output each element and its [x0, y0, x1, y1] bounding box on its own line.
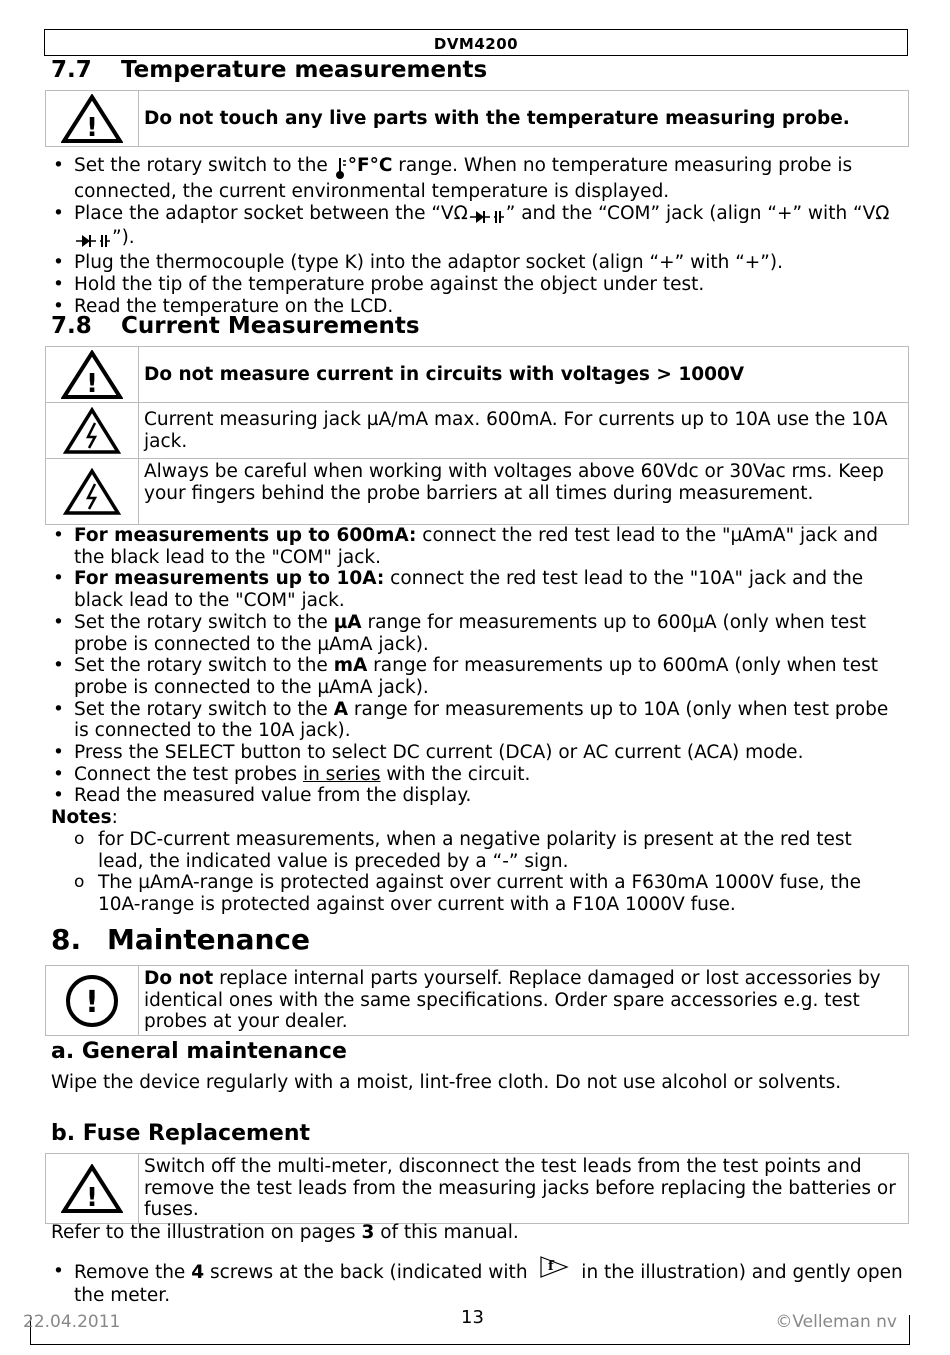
page-footer [23, 1307, 910, 1345]
section-number: 7.8 [51, 313, 92, 339]
warning-box-temperature [45, 90, 909, 147]
list-item: • Plug the thermocouple (type K) into the adaptor socket (align “+” with “+”). [48, 252, 908, 274]
temperature-steps [48, 155, 908, 317]
fuse-replacement-heading: b. Fuse Replacement [51, 1121, 311, 1146]
thermometer-icon [334, 157, 348, 181]
section-title: Current Measurements [121, 313, 420, 339]
general-maintenance-text: Wipe the device regularly with a moist, lint-free cloth. Do not use alcohol or solvents. [51, 1072, 842, 1093]
list-item: • Set the rotary switch to the A range for measurements up to 10A (only when test probe is connected to the 10A jack). [48, 699, 908, 742]
section-number: 8. [51, 923, 82, 956]
notice-text: Do not replace internal parts yourself. Replace damaged or lost accessories by identical ones with the same specifications. Order spare accessories e.g. test probes at your dealer. [139, 966, 909, 1036]
diode-capacitor-icon [74, 230, 112, 252]
list-item: • Read the temperature on the LCD. [48, 296, 908, 318]
page-number: 13 [461, 1307, 484, 1328]
high-voltage-icon [46, 403, 139, 459]
footer-copyright: ©Velleman nv [775, 1312, 897, 1332]
warning-triangle-icon [46, 91, 139, 147]
footer-date: 22.04.2011 [23, 1312, 121, 1332]
page-header [44, 29, 908, 56]
list-item: • Set the rotary switch to the µA range for measurements up to 600µA (only when test probe is connected to the µAmA jack). [48, 612, 908, 655]
list-item: • Hold the tip of the temperature probe against the object under test. [48, 274, 908, 296]
warning-text: Always be careful when working with voltages above 60Vdc or 30Vac rms. Keep your fingers behind the probe barriers at all times during measurement. [139, 459, 909, 525]
note-item: o for DC-current measurements, when a negative polarity is present at the red test lead, the indicated value is preceded by a “-” sign. [72, 829, 902, 872]
section-number: 7.7 [51, 57, 92, 83]
svg-text:!: ! [85, 984, 99, 1020]
list-item: • Remove the 4 screws at the back (indicated with f in the illustration) and gently open the meter. [48, 1261, 908, 1307]
list-item: • Set the rotary switch to the mA range for measurements up to 600mA (only when test probe is connected to the µAmA jack). [48, 655, 908, 698]
fuse-steps [48, 1261, 908, 1307]
list-item: • For measurements up to 10A: connect the red test lead to the "10A" jack and the black lead to the "COM" jack. [48, 568, 908, 611]
list-item: • Press the SELECT button to select DC current (DCA) or AC current (ACA) mode. [48, 742, 908, 764]
warning-text: Do not touch any live parts with the temperature measuring probe. [139, 91, 909, 147]
svg-text:!: ! [86, 112, 98, 143]
warning-text: Do not measure current in circuits with voltages > 1000V [139, 347, 909, 403]
notice-box-maintenance [45, 965, 909, 1036]
header-title: DVM4200 [433, 35, 519, 53]
list-item: • Place the adaptor socket between the “VΩ ” and the “COM” jack (align “+” with “VΩ”). [48, 203, 908, 252]
diode-capacitor-icon [468, 206, 506, 228]
high-voltage-icon [46, 459, 139, 525]
list-item: • Set the rotary switch to the °F°C range. When no temperature measuring probe is connected, the current environmental temperature is displayed. [48, 155, 908, 203]
current-steps [48, 525, 908, 807]
warning-text: Switch off the multi-meter, disconnect the test leads from the test points and remove the test leads from the measuring jacks before replacing the batteries or fuses. [139, 1154, 909, 1224]
warning-box-current [45, 346, 909, 525]
section-7-8-heading [51, 313, 420, 339]
notes-list [72, 829, 902, 916]
svg-text:!: ! [86, 368, 98, 399]
list-item: • Read the measured value from the display. [48, 785, 908, 807]
section-8-heading [51, 925, 310, 955]
warning-triangle-icon [46, 1154, 139, 1224]
warning-box-fuse [45, 1153, 909, 1224]
svg-text:!: ! [86, 1182, 98, 1213]
illustration-reference: Refer to the illustration on pages 3 of this manual. [51, 1222, 519, 1243]
warning-triangle-icon [46, 347, 139, 403]
general-maintenance-heading: a. General maintenance [51, 1039, 347, 1064]
section-7-7-heading [51, 57, 487, 83]
list-item: • For measurements up to 600mA: connect the red test lead to the "µAmA" jack and the black lead to the "COM" jack. [48, 525, 908, 568]
section-title: Temperature measurements [121, 57, 488, 83]
list-item: • Connect the test probes in series with the circuit. [48, 764, 908, 786]
section-title: Maintenance [107, 923, 311, 956]
warning-text: Current measuring jack µA/mA max. 600mA. For currents up to 10A use the 10A jack. [139, 403, 909, 459]
notice-circle-icon [46, 966, 139, 1036]
svg-text:f: f [548, 1259, 555, 1274]
note-item: o The µAmA-range is protected against over current with a F630mA 1000V fuse, the 10A-range is protected against over current with a F10A 1000V fuse. [72, 872, 902, 915]
screw-marker-icon [539, 1255, 569, 1279]
notes-label: Notes: [51, 807, 118, 828]
